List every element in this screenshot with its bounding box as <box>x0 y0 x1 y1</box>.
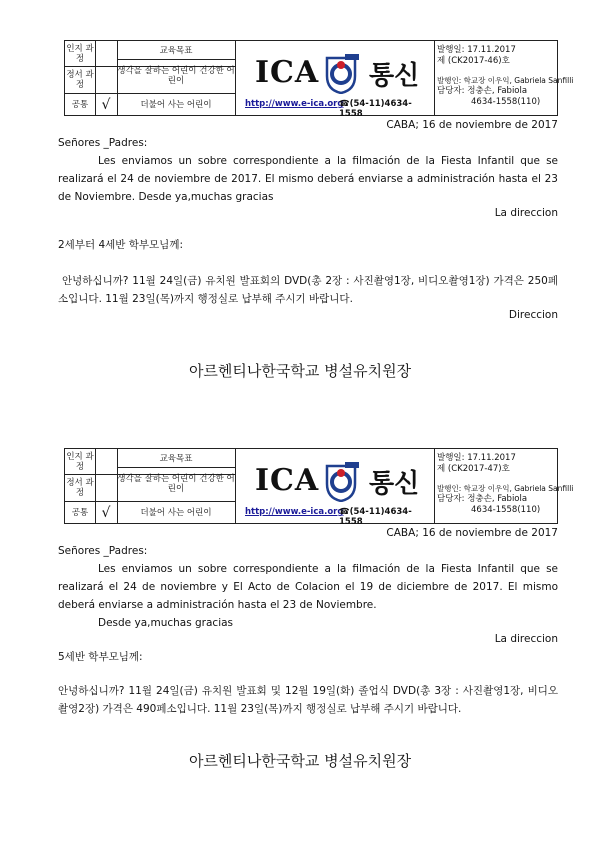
body-es: Les enviamos un sobre correspondiente a la filmación de la Fiesta Infantil que se realizará el 24 de noviembre y El Acto de Colacion el 19 de diciembre de 2017. El mismo deberá enviarse a administración hasta el 23 de Noviembre. <box>58 563 558 611</box>
goal-2: 더불어 사는 어린이 <box>140 508 212 518</box>
greeting-ko: 2세부터 4세반 학부모님께: <box>58 239 184 251</box>
publisher: 발행인: 학교장 이우익, Gabriela Sanfilli <box>437 484 574 493</box>
category-emotional: 정서 과정 <box>66 477 94 498</box>
goal-2: 더불어 사는 어린이 <box>140 100 212 110</box>
phone-number: ☎(54-11)4634-1558 <box>339 99 412 119</box>
issue-date: 발행일: 17.11.2017 <box>437 45 516 55</box>
date-line: CABA; 16 de noviembre de 2017 <box>386 119 558 131</box>
issue-info <box>434 41 574 117</box>
body-es-closing: Desde ya,muchas gracias <box>98 617 234 629</box>
sign-es: La direccion <box>494 633 558 645</box>
contact-phone: 4634-1558(110) <box>471 505 541 515</box>
publisher: 발행인: 학교장 이우익, Gabriela Sanfilli <box>437 76 574 85</box>
body-ko: 안녕하십니까? 11월 24일(금) 유치원 발표회 및 12월 19일(화) 졸업식 DVD(총 3장 : 사진촬영1장, 비디오촬영2장) 가격은 490페소입니다. 11월 23일(목)까지 행정실로 납부해 주시기 바랍니다. <box>58 685 558 715</box>
goals-title: 교육목표 <box>159 454 193 464</box>
website-link[interactable]: http://www.e-ica.org <box>245 507 344 517</box>
brand <box>235 41 434 117</box>
date-line: CABA; 16 de noviembre de 2017 <box>386 527 558 539</box>
brand-tongsin: 통신 <box>369 61 420 91</box>
category-common: 공통 <box>71 508 89 518</box>
brand <box>235 449 434 525</box>
phone-number: ☎(54-11)4634-1558 <box>339 507 412 527</box>
school-logo-icon <box>321 50 361 94</box>
greeting-ko: 5세반 학부모님께: <box>58 651 143 663</box>
footer-title: 아르헨티나한국학교 병설유치원장 <box>188 752 412 770</box>
body-ko: 안녕하십니까? 11월 24일(금) 유치원 발표회의 DVD(총 2장 : 사진촬영1장, 비디오촬영1장) 가격은 250페소입니다. 11월 23일(목)까지 행정실로 납부해 주시기 바랍니다. <box>58 275 558 305</box>
contact-phone: 4634-1558(110) <box>471 97 541 107</box>
sign-ko: Direccion <box>508 309 558 321</box>
category-common: 공통 <box>71 100 89 110</box>
goals-title: 교육목표 <box>159 46 193 56</box>
sign-es: La direccion <box>494 207 558 219</box>
issue-number: 제 (CK2017-47)호 <box>437 464 510 474</box>
category-emotional: 정서 과정 <box>66 69 94 90</box>
header-box <box>64 40 574 119</box>
brand-ica: ICA <box>255 55 320 90</box>
contact: 담당자: 정충손, Fabiola <box>437 86 528 96</box>
goal-1: 생각을 잘하는 어린이 건강한 어린이 <box>117 474 235 494</box>
issue-number: 제 (CK2017-46)호 <box>437 56 510 66</box>
greeting: Señores _Padres: <box>58 545 148 557</box>
category-cognitive: 인지 과정 <box>66 43 94 64</box>
website-link[interactable]: http://www.e-ica.org <box>245 99 344 109</box>
contact: 담당자: 정충손, Fabiola <box>437 494 528 504</box>
body-es: Les enviamos un sobre correspondiente a la filmación de la Fiesta Infantil que se realizará el 24 de noviembre de 2017. El mismo deberá enviarse a administración hasta el 23 de Noviembre. Desde ya,muchas gracias <box>58 155 558 203</box>
brand-tongsin: 통신 <box>369 469 420 499</box>
brand-ica: ICA <box>255 463 320 498</box>
greeting: Señores _Padres: <box>58 137 148 149</box>
goal-1: 생각을 잘하는 어린이 건강한 어린이 <box>117 66 235 86</box>
header-box <box>64 448 574 527</box>
check-mark: √ <box>101 97 111 113</box>
issue-info <box>434 449 574 525</box>
footer-title: 아르헨티나한국학교 병설유치원장 <box>188 362 412 380</box>
check-mark: √ <box>101 505 111 521</box>
school-logo-icon <box>321 458 361 502</box>
issue-date: 발행일: 17.11.2017 <box>437 453 516 463</box>
category-cognitive: 인지 과정 <box>66 451 94 472</box>
